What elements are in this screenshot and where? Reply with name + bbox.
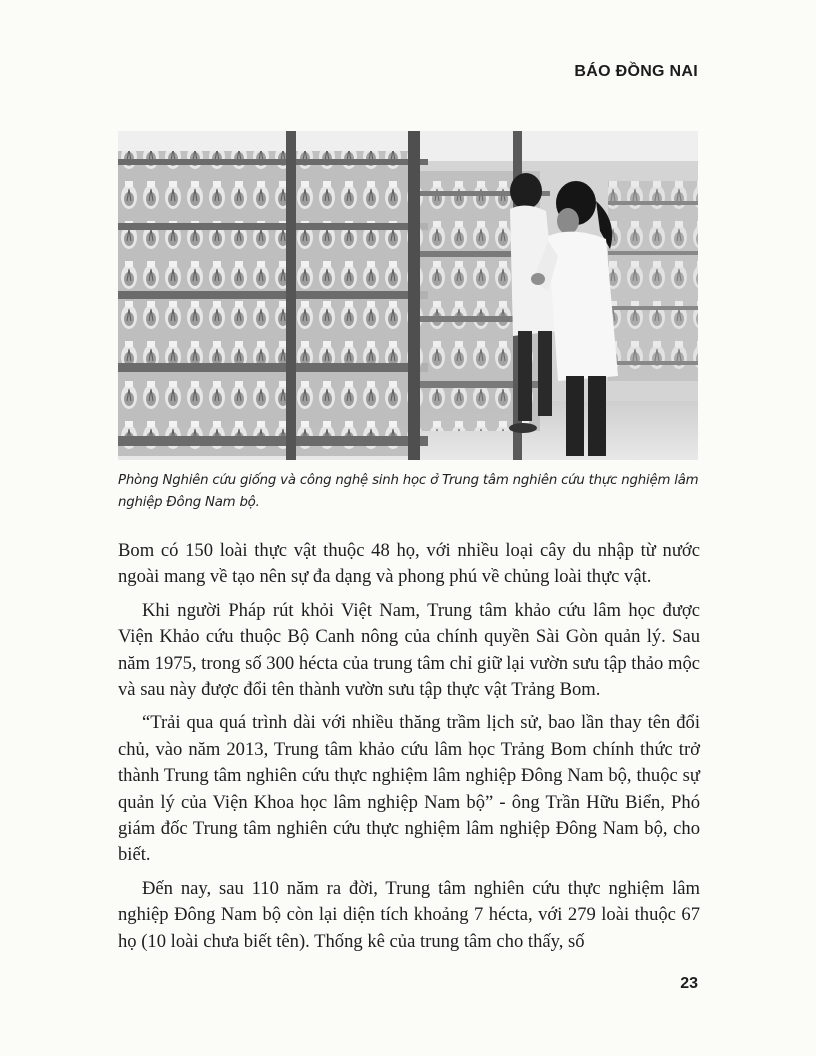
paragraph: “Trải qua quá trình dài với nhiều thăng trầm lịch sử, bao lần thay tên đổi chủ, vào năm 2013, Trung tâm khảo cứu lâm học Trảng Bom chính thức trở thành Trung tâm nghiên cứu thực nghiệm lâm nghiệp Đông Nam bộ, thuộc sự quản lý của Viện Khoa học lâm nghiệp Nam bộ” - ông Trần Hữu Biển, Phó giám đốc Trung tâm nghiên cứu thực nghiệm lâm nghiệp Đông Nam bộ, cho biết. xyxy=(118,712,700,866)
running-header: BÁO ĐỒNG NAI xyxy=(574,63,698,80)
body-text xyxy=(118,538,700,962)
paragraph: Đến nay, sau 110 năm ra đời, Trung tâm nghiên cứu thực nghiệm lâm nghiệp Đông Nam bộ còn lại diện tích khoảng 7 hécta, với 279 loài thuộc 67 họ (10 loài chưa biết tên). Thống kê của trung tâm cho thấy, số xyxy=(118,877,700,952)
paragraph: Bom có 150 loài thực vật thuộc 48 họ, với nhiều loại cây du nhập từ nước ngoài mang về tạo nên sự đa dạng và phong phú về chủng loài thực vật. xyxy=(118,540,700,588)
paragraph: Khi người Pháp rút khỏi Việt Nam, Trung tâm khảo cứu lâm học được Viện Khảo cứu thuộc Bộ Canh nông của chính quyền Sài Gòn quản lý. Sau năm 1975, trong số 300 hécta của trung tâm chỉ giữ lại vườn sưu tập thảo mộc và sau này được đổi tên thành vườn sưu tập thực vật Trảng Bom. xyxy=(118,599,700,701)
photo-caption: Phòng Nghiên cứu giống và công nghệ sinh học ở Trung tâm nghiên cứu thực nghiệm lâm nghiệp Đông Nam bộ. xyxy=(118,473,699,510)
page-number: 23 xyxy=(680,975,698,992)
lab-photo xyxy=(118,131,698,460)
